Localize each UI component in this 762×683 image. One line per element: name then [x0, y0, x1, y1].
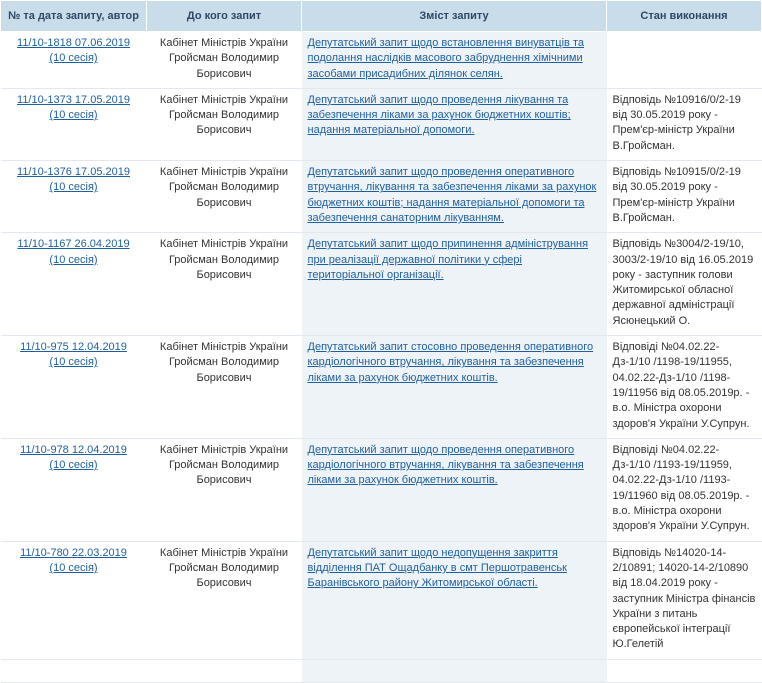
request-id-link[interactable]: 11/10-1167 26.04.2019 — [17, 238, 130, 251]
recipient-cell: Кабінет Міністрів України Гройсман Володимир Борисович — [147, 438, 302, 541]
recipient-cell: Кабінет Міністрів України Гройсман Володимир Борисович — [147, 541, 302, 659]
request-id-cell — [1, 161, 147, 233]
request-content-link[interactable]: Депутатський запит щодо проведення оперативного кардіологічного втручання, лікування та забезпечення ліками за рахунок бюджетних коштів. — [307, 443, 584, 487]
session-link[interactable]: (10 сесія) — [49, 52, 98, 65]
session-link[interactable]: (10 сесія) — [49, 109, 98, 122]
content-cell — [302, 88, 607, 160]
content-cell — [302, 541, 607, 659]
status-cell — [607, 32, 762, 89]
status-cell: Відповіді №04.02.22-Дз-1/10 /1198-19/11955, 04.02.22-Дз-1/10 /1198-19/11956 від 08.05.2019р. - в.о. Міністра охорони здоров'я України У.Супрун. — [607, 336, 762, 439]
session-link[interactable]: (10 сесія) — [49, 561, 98, 574]
table-row — [1, 336, 762, 439]
status-cell: Відповідь №10916/0/2-19 від 30.05.2019 року - Прем'єр-міністр України В.Гройсман. — [607, 88, 762, 160]
recipient-cell: Кабінет Міністрів України Гройсман Володимир Борисович — [147, 233, 302, 336]
content-cell — [302, 233, 607, 336]
request-id-link[interactable]: 11/10-1376 17.05.2019 — [17, 166, 130, 179]
content-cell — [302, 32, 607, 89]
table-row — [1, 161, 762, 233]
request-id-link[interactable]: 11/10-780 22.03.2019 — [20, 546, 127, 559]
content-cell — [302, 336, 607, 439]
table-row — [1, 88, 762, 160]
status-cell: Відповідь №3004/2-19/10, 3003/2-19/10 від 16.05.2019 року - заступник голови Житомирської обласної державної адміністрації Ясюнецький О. — [607, 233, 762, 336]
table-header-row — [1, 1, 762, 32]
request-content-link[interactable]: Депутатський запит щодо проведення лікування та забезпечення ліками за рахунок бюджетних коштів; надання матеріальної допомоги. — [307, 93, 571, 137]
session-link[interactable]: (10 сесія) — [49, 253, 98, 266]
request-id-cell — [1, 336, 147, 439]
header-id: № та дата запиту, автор — [1, 1, 147, 32]
request-id-cell — [1, 233, 147, 336]
session-link[interactable]: (10 сесія) — [49, 356, 98, 369]
table-row-cut — [1, 659, 762, 682]
session-link[interactable]: (10 сесія) — [49, 181, 98, 194]
request-id-link[interactable]: 11/10-978 12.04.2019 — [20, 443, 127, 456]
table-row — [1, 541, 762, 659]
session-link[interactable]: (10 сесія) — [49, 459, 98, 472]
content-cell — [302, 438, 607, 541]
request-id-link[interactable]: 11/10-1818 07.06.2019 — [17, 37, 130, 49]
recipient-cell: Кабінет Міністрів України Гройсман Володимир Борисович — [147, 32, 302, 89]
status-cell: Відповідь №14020-14-2/10891; 14020-14-2/10890 від 18.04.2019 року - заступник Міністра фінансів України з питань європейської інтеграції Ю.Гелетій — [607, 541, 762, 659]
header-status: Стан виконання — [607, 1, 762, 32]
recipient-cell: Кабінет Міністрів України Гройсман Володимир Борисович — [147, 336, 302, 439]
table-row — [1, 438, 762, 541]
request-content-link[interactable]: Депутатський запит щодо встановлення винуватців та подолання наслідків масового забруднення хімічними засобами присадибних ділянок селян. — [307, 37, 584, 80]
request-content-link[interactable]: Депутатський запит щодо припинення адміністрування при реалізації державної політики у сфері територіальної організації. — [307, 238, 589, 281]
request-id-cell — [1, 541, 147, 659]
request-id-cell — [1, 438, 147, 541]
header-content: Зміст запиту — [302, 1, 607, 32]
request-content-link[interactable]: Депутатський запит щодо проведення оперативного втручання, лікування та забезпечення ліками за рахунок бюджетних коштів; надання матеріальної допомоги та забезпечення санаторним лікуванням. — [307, 166, 597, 224]
request-content-link[interactable]: Депутатський запит щодо недопущення закриття відділення ПАТ Ощадбанку в смт Першотравенськ Баранівського району Житомирської області. — [307, 546, 567, 590]
request-id-cell — [1, 32, 147, 89]
table-row — [1, 233, 762, 336]
header-recipient: До кого запит — [147, 1, 302, 32]
request-id-cell — [1, 88, 147, 160]
status-cell: Відповіді №04.02.22-Дз-1/10 /1193-19/11959, 04.02.22-Дз-1/10 /1193-19/11960 від 08.05.2019р. - в.о. Міністра охорони здоров'я України У.Супрун. — [607, 438, 762, 541]
status-cell: Відповідь №10915/0/2-19 від 30.05.2019 року - Прем'єр-міністр України В.Гройсман. — [607, 161, 762, 233]
request-id-link[interactable]: 11/10-975 12.04.2019 — [20, 341, 127, 354]
request-content-link[interactable]: Депутатський запит стосовно проведення оперативного кардіологічного втручання, лікування та забезпечення ліками за рахунок бюджетних коштів. — [307, 341, 594, 384]
table-row — [1, 32, 762, 89]
recipient-cell: Кабінет Міністрів України Гройсман Володимир Борисович — [147, 161, 302, 233]
content-cell — [302, 161, 607, 233]
request-id-link[interactable]: 11/10-1373 17.05.2019 — [17, 93, 130, 106]
recipient-cell: Кабінет Міністрів України Гройсман Володимир Борисович — [147, 88, 302, 160]
